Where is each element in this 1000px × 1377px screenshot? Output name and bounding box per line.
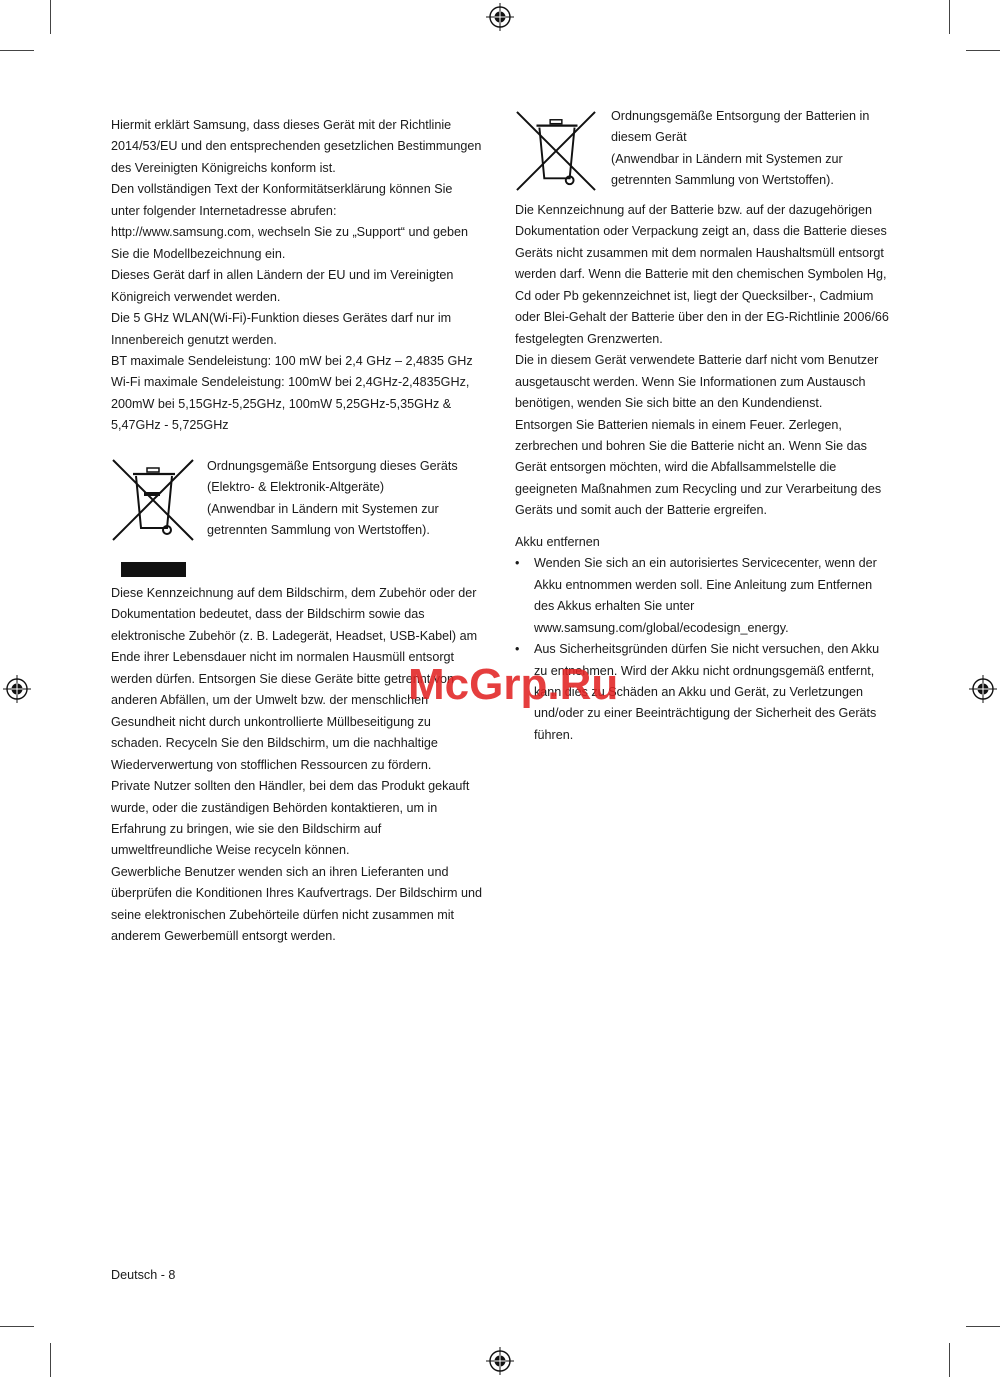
battery-paragraph: Die Kennzeichnung auf der Batterie bzw. auf der dazugehörigen Dokumentation oder Verpackung zeigt an, dass die Batterie dieses Geräts nicht zusammen mit dem normalen Haushaltsmüll entsorgt werden darf. Wenn die Batterie mit den chemischen Symbolen Hg, Cd oder Pb gekennzeichnet ist, liegt der Quecksilber-, Cadmium oder Blei-Gehalt der Batterie über den in der EG-Richtlinie 2006/66 festgelegten Grenzwerten. — [515, 203, 889, 346]
crop-mark — [949, 1343, 950, 1377]
weee-heading — [207, 456, 487, 541]
weee-paragraph: Diese Kennzeichnung auf dem Bildschirm, dem Zubehör oder der Dokumentation bedeutet, dass der Bildschirm sowie das elektronische Zubehör (z. B. Ladegerät, Headset, USB-Kabel) am Ende ihrer Lebensdauer nicht im normalen Hausmüll entsorgt werden dürfen. Entsorgen Sie diese Geräte bitte getrennt von anderen Abfällen, um der Umwelt bzw. der menschlichen Gesundheit nicht durch unkontrollierte Müllbeseitigung zu schaden. Recyceln Sie den Bildschirm, um die nachhaltige Wiederverwertung von stofflichen Ressourcen zu fördern. — [111, 586, 478, 772]
weee-underline-bar — [121, 562, 186, 577]
weee-text — [111, 583, 483, 948]
battery-heading-line: (Anwendbar in Ländern mit Systemen zur getrennten Sammlung von Wertstoffen). — [611, 151, 843, 187]
watermark: McGrp.Ru — [408, 660, 619, 709]
battery-heading — [611, 106, 881, 191]
crop-mark — [50, 1343, 51, 1377]
crop-mark — [0, 50, 34, 51]
conformity-paragraph: http://www.samsung.com, wechseln Sie zu „Support“ und geben Sie die Modellbezeichnung ein. — [111, 225, 469, 261]
conformity-paragraph: Wi-Fi maximale Sendeleistung: 100mW bei 2,4GHz-2,4835GHz, 200mW bei 5,15GHz-5,25GHz, 100mW 5,25GHz-5,35GHz & 5,47GHz - 5,725GHz — [111, 375, 470, 433]
crop-mark — [966, 1326, 1000, 1327]
weee-paragraph: Private Nutzer sollten den Händler, bei dem das Produkt gekauft wurde, oder die zuständigen Behörden kontaktieren, um in Erfahrung zu bringen, wie sie den Bildschirm auf umweltfreundliche Weise recyceln können. — [111, 779, 470, 858]
crop-mark — [0, 1326, 34, 1327]
battery-paragraph: Die in diesem Gerät verwendete Batterie darf nicht vom Benutzer ausgetauscht werden. Wenn Sie Informationen zum Austausch benötigen, wenden Sie sich bitte an den Kundendienst. — [515, 353, 879, 411]
registration-mark-icon — [485, 1346, 515, 1376]
list-item: • Wenden Sie sich an ein autorisiertes Servicecenter, wenn der Akku entnommen werden soll. Eine Anleitung zum Entfernen des Akkus erhalten Sie unter www.samsung.com/global/ecodesign_energy. — [515, 553, 893, 639]
conformity-section — [111, 115, 483, 437]
conformity-paragraph: Hiermit erklärt Samsung, dass dieses Gerät mit der Richtlinie 2014/53/EU und den entsprechenden gesetzlichen Bestimmungen des Vereinigten Königreichs konform ist. — [111, 118, 482, 175]
registration-mark-icon — [968, 674, 998, 704]
weee-paragraph: Gewerbliche Benutzer wenden sich an ihren Lieferanten und überprüfen die Konditionen Ihres Kaufvertrags. Der Bildschirm und seine elektronischen Zubehörteile dürfen nicht zusammen mit anderem Gewerbemüll entsorgt werden. — [111, 864, 483, 944]
akku-heading: Akku entfernen — [515, 534, 600, 549]
weee-heading-line: (Anwendbar in Ländern mit Systemen zur getrennten Sammlung von Wertstoffen). — [207, 501, 439, 537]
conformity-paragraph: Den vollständigen Text der Konformitätserklärung können Sie unter folgender Internetadresse abrufen: — [111, 182, 453, 218]
registration-mark-icon — [2, 674, 32, 704]
page-number: Deutsch - 8 — [111, 1268, 176, 1282]
battery-heading-line: Ordnungsgemäße Entsorgung der Batterien in diesem Gerät — [611, 109, 870, 145]
crop-mark — [50, 0, 51, 34]
conformity-paragraph: Die 5 GHz WLAN(Wi-Fi)-Funktion dieses Gerätes darf nur im Innenbereich genutzt werden. — [111, 311, 452, 347]
crossed-out-wheelie-bin-icon — [515, 110, 597, 192]
registration-mark-icon — [485, 2, 515, 32]
akku-bullet-list — [515, 553, 893, 746]
weee-heading-line: (Elektro- & Elektronik-Altgeräte) — [207, 480, 385, 495]
weee-heading-line: Ordnungsgemäße Entsorgung dieses Geräts — [207, 459, 458, 473]
conformity-paragraph: Dieses Gerät darf in allen Ländern der EU und im Vereinigten Königreich verwendet werden. — [111, 268, 454, 304]
crossed-out-wheelie-bin-icon — [111, 458, 195, 542]
crop-mark — [949, 0, 950, 34]
conformity-paragraph: BT maximale Sendeleistung: 100 mW bei 2,4 GHz – 2,4835 GHz — [111, 353, 473, 368]
list-item: • Aus Sicherheitsgründen dürfen Sie nicht versuchen, den Akku zu entnehmen. Wird der Akku nicht ordnungsgemäß entfernt, kann dies zu Schäden an Akku und Gerät, zu Verletzungen und/oder zu einer Beeinträchtigung der Sicherheit des Geräts führen. — [515, 639, 893, 746]
crop-mark — [966, 50, 1000, 51]
battery-paragraph: Entsorgen Sie Batterien niemals in einem Feuer. Zerlegen, zerbrechen und bohren Sie die Batterie nicht an. Wenn Sie das Gerät entsorgen möchten, wird die Abfallsammelstelle die geeigneten Maßnahmen zum Recycling und zur Verarbeitung des Geräts und somit auch der Batterie ergreifen. — [515, 417, 882, 518]
